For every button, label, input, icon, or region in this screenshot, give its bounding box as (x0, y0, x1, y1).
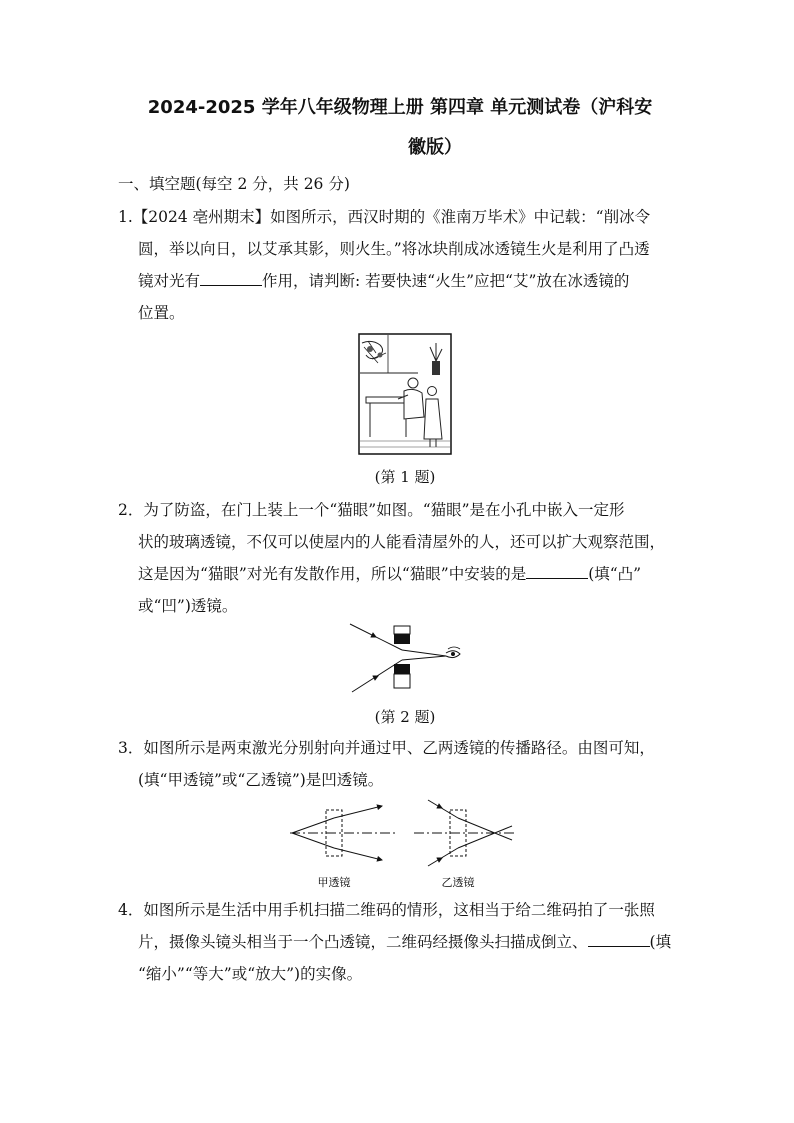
page-title (120, 88, 680, 168)
q2-line-1: 2．为了防盗，在门上装上一个“猫眼”如图。“猫眼”是在小孔中嵌入一定形 (118, 501, 625, 519)
q2-peephole-diagram (346, 620, 466, 696)
section-heading: 一、填空题(每空 2 分，共 26 分) (118, 175, 350, 193)
q1-caption: (第 1 题) (374, 468, 436, 486)
q1-answer-blank[interactable] (200, 267, 262, 286)
lens-a-label: 甲透镜 (317, 876, 351, 889)
q2-answer-blank[interactable] (526, 560, 588, 579)
q1-line-2: 圆，举以向日，以艾承其影，则火生。”将冰块削成冰透镜生火是利用了凸透 (138, 240, 650, 258)
q2-line-3a: 这是因为“猫眼”对光有发散作用，所以“猫眼”中安装的是 (138, 565, 527, 583)
q1-line-3 (118, 265, 678, 297)
q4-line-1: 4．如图所示是生活中用手机扫描二维码的情形，这相当于给二维码拍了一张照 (118, 901, 655, 919)
q4-line-2b: (填 (649, 933, 672, 951)
q1-line-3b: 作用，请判断: 若要快速“火生”应把“艾”放在冰透镜的 (262, 272, 630, 290)
q2-caption: (第 2 题) (374, 708, 436, 726)
q2-line-4: 或“凹”)透镜。 (138, 597, 238, 615)
title-line-1: 2024-2025 学年八年级物理上册 第四章 单元测试卷（沪科安 (147, 97, 653, 118)
title-line-2: 徽版） (408, 137, 462, 158)
question-3 (118, 732, 678, 796)
q1-line-1: 1.【2024 亳州期末】如图所示，西汉时期的《淮南万毕术》中记载：“削冰令 (118, 208, 651, 226)
q1-line-3a: 镜对光有 (138, 272, 201, 290)
q2-line-3 (118, 558, 678, 590)
lens-b (414, 800, 514, 866)
q3-line-2: (填“甲透镜”或“乙透镜”)是凹透镜。 (138, 771, 384, 789)
q3-line-1: 3．如图所示是两束激光分别射向并通过甲、乙两透镜的传播路径。由图可知， (118, 739, 655, 757)
lens-b-label: 乙透镜 (441, 876, 475, 889)
q4-answer-blank[interactable] (588, 928, 650, 947)
q1-line-4: 位置。 (138, 304, 185, 322)
q2-line-2: 状的玻璃透镜，不仅可以使屋内的人能看清屋外的人，还可以扩大观察范围， (138, 533, 666, 551)
q4-line-2a: 片，摄像头镜头相当于一个凸透镜，二维码经摄像头扫描成倒立、 (138, 933, 588, 951)
q4-line-3: “缩小”“等大”或“放大”)的实像。 (138, 965, 363, 983)
q4-line-2 (118, 926, 678, 958)
q2-line-3b: (填“凸” (588, 565, 642, 583)
question-4 (118, 894, 678, 990)
question-1 (118, 201, 678, 329)
question-2 (118, 494, 678, 622)
lens-a (290, 806, 396, 860)
q1-ancient-illustration (358, 333, 452, 455)
q3-lens-diagram (286, 796, 518, 892)
